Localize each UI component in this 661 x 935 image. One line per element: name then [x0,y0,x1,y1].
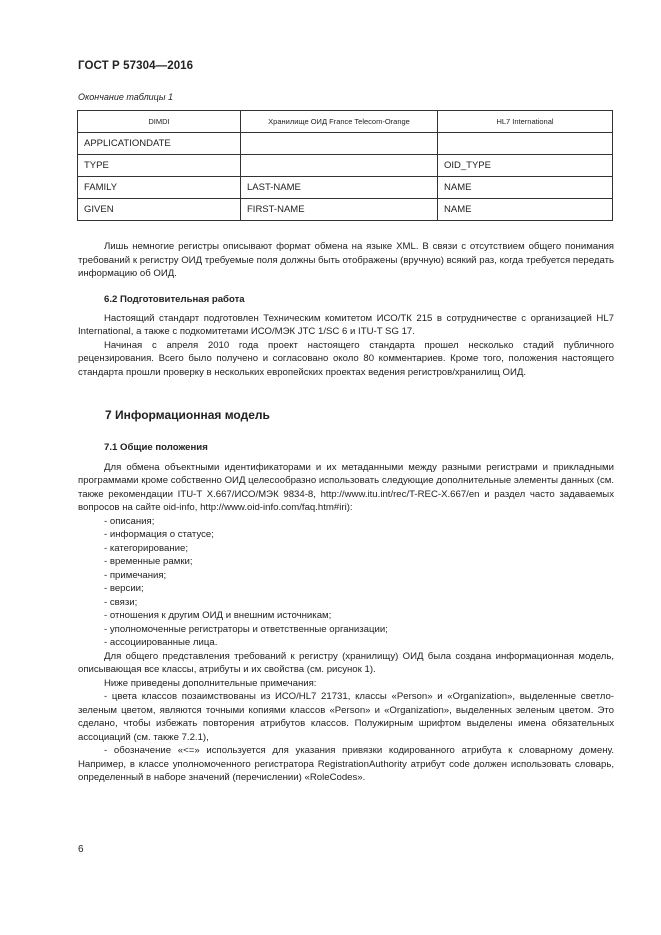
paragraph-7-1-note-2: - обозначение «<=» используется для указания привязки кодированного атрибута к словарному домену. Например, в классе уполномоченного регистратора RegistrationAuthority атрибут code должен использовать словарь, определенный в наборе значений (перечислении) «RoleCodes». [78,745,614,783]
table-cell [241,155,438,177]
block-formats [78,240,614,281]
paragraph-7-1-note-1: - цвета классов позаимствованы из ИСО/HL7 21731, классы «Person» и «Organization», выделенные светло-зеленым цветом, являются точными копиями классов «Person» и «Organization», выделенных зеленым цветом. Это сделано, чтобы избежать повторения атрибутов классов. Полужирным шрифтом выделены имена обязательных ассоциаций (см. также 7.2.1), [78,691,614,743]
table-caption: Окончание таблицы 1 [78,92,173,102]
column-header: Хранилище ОИД France Telecom-Orange [241,111,438,133]
table-header-row [78,111,613,133]
list-item: - временные рамки; [104,556,193,567]
list-item: - информация о статусе; [104,529,214,540]
section-heading-6-2: 6.2 Подготовительная работа [104,294,245,305]
paragraph-7-1-model: Для общего представления требований к регистру (хранилищу) ОИД была создана информационная модель, описывающая все классы, атрибуты и их свойства (см. рисунок 1). [78,650,614,675]
list-item: - версии; [104,583,144,594]
table-cell: FAMILY [78,177,241,199]
oid-mapping-table [77,110,613,221]
list-item: - уполномоченные регистраторы и ответственные организации; [104,623,388,635]
table-row [78,155,613,177]
paragraph-7-1-notes-intro: Ниже приведены дополнительные примечания: [104,677,317,689]
section-heading-7-1: 7.1 Общие положения [104,442,208,453]
table-cell: FIRST-NAME [241,199,438,221]
table-cell [438,133,613,155]
table-cell: GIVEN [78,199,241,221]
table-cell [241,133,438,155]
paragraph-formats: Лишь немногие регистры описывают формат обмена на языке XML. В связи с отсутствием общего понимания требований к регистру ОИД требуемые поля должны быть отображены (вручную) всякий раз, когда требуется передать информацию об ОИД. [78,241,614,279]
standard-designation: ГОСТ Р 57304—2016 [78,60,194,72]
list-item: - описания; [104,515,155,527]
table-cell: TYPE [78,155,241,177]
table-row [78,199,613,221]
table-row [78,133,613,155]
page-number: 6 [78,844,84,855]
section-6-2 [78,293,614,379]
data-elements-list [78,515,614,650]
table-cell: APPLICATIONDATE [78,133,241,155]
section-7-1 [78,441,614,785]
table-cell: OID_TYPE [438,155,613,177]
table-cell: NAME [438,177,613,199]
table-cell: NAME [438,199,613,221]
paragraph-6-2-2: Начиная с апреля 2010 года проект настоящего стандарта прошел несколько стадий публичного рецензирования. Всего было получено и согласовано около 80 комментариев. Кроме того, положения настоящего стандарта прошли проверку в нескольких европейских проектах ведения регистров/хранилищ ОИД. [78,339,614,378]
list-item: - связи; [104,596,138,608]
list-item: - ассоциированные лица. [104,637,218,648]
list-item: - категорирование; [104,542,188,554]
table-row [78,177,613,199]
paragraph-7-1-intro: Для обмена объектными идентификаторами и их метаданными между разными регистрами и прикладными программами кроме собственно ОИД целесообразно использовать следующие дополнительные элементы данных (см. также рекомендации ITU-T X.667/ИСО/МЭК 9834-8, http://www.itu.int/rec/T-REC-X.667/en и раздел часто задаваемых вопросов на сайте oid-info, http://www.oid-info.com/faq.htm#iri): [78,461,614,513]
section-heading-7: 7 Информационная модель [105,408,270,422]
table-cell: LAST-NAME [241,177,438,199]
paragraph-6-2-1: Настоящий стандарт подготовлен Техническим комитетом ИСО/ТК 215 в сотрудничестве с организацией HL7 International, а также с подкомитетами ИСО/МЭК JTC 1/SC 6 и ITU-T SG 17. [78,312,614,337]
list-item: - примечания; [104,569,167,581]
list-item: - отношения к другим ОИД и внешним источникам; [104,610,332,621]
column-header: HL7 International [438,111,613,133]
column-header: DIMDI [78,111,241,133]
